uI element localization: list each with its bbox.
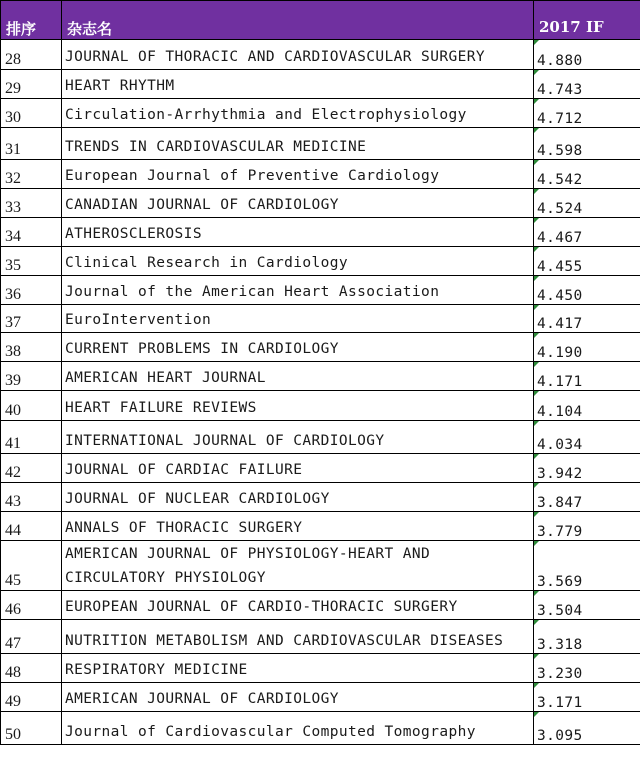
table-row [1, 541, 640, 591]
rank-cell: 33 [1, 189, 62, 218]
journal-name-cell: NUTRITION METABOLISM AND CARDIOVASCULAR DISEASES [62, 620, 534, 654]
journal-name-cell: AMERICAN HEART JOURNAL [62, 362, 534, 391]
impact-factor-cell: 3.847 [534, 483, 640, 512]
impact-factor-cell: 3.779 [534, 512, 640, 541]
journal-name-cell: JOURNAL OF NUCLEAR CARDIOLOGY [62, 483, 534, 512]
rank-cell: 39 [1, 362, 62, 391]
impact-factor-cell: 4.450 [534, 276, 640, 305]
impact-factor-cell: 4.524 [534, 189, 640, 218]
journal-name-cell: HEART RHYTHM [62, 70, 534, 99]
impact-factor-cell: 4.467 [534, 218, 640, 247]
table-row [1, 99, 640, 128]
impact-factor-cell: 3.171 [534, 683, 640, 712]
rank-cell: 47 [1, 620, 62, 654]
journal-name-cell: Clinical Research in Cardiology [62, 247, 534, 276]
table-row [1, 40, 640, 70]
impact-factor-cell: 4.190 [534, 333, 640, 362]
rank-cell: 45 [1, 541, 62, 591]
impact-factor-cell: 4.104 [534, 391, 640, 421]
impact-factor-cell: 4.542 [534, 160, 640, 189]
impact-factor-cell: 3.569 [534, 541, 640, 591]
rank-cell: 43 [1, 483, 62, 512]
table-row [1, 654, 640, 683]
impact-factor-cell: 4.455 [534, 247, 640, 276]
journal-name-cell: JOURNAL OF THORACIC AND CARDIOVASCULAR SURGERY [62, 40, 534, 70]
journal-name-cell: AMERICAN JOURNAL OF CARDIOLOGY [62, 683, 534, 712]
journal-name-cell: EUROPEAN JOURNAL OF CARDIO-THORACIC SURGERY [62, 591, 534, 620]
journal-name-cell: RESPIRATORY MEDICINE [62, 654, 534, 683]
journal-name-cell: CURRENT PROBLEMS IN CARDIOLOGY [62, 333, 534, 362]
rank-cell: 48 [1, 654, 62, 683]
journal-name-cell: CANADIAN JOURNAL OF CARDIOLOGY [62, 189, 534, 218]
rank-cell: 46 [1, 591, 62, 620]
impact-factor-cell: 4.743 [534, 70, 640, 99]
journal-name-cell: Journal of the American Heart Association [62, 276, 534, 305]
table-header [1, 1, 640, 40]
journal-name-cell: TRENDS IN CARDIOVASCULAR MEDICINE [62, 128, 534, 160]
journal-name-cell: ATHEROSCLEROSIS [62, 218, 534, 247]
table-row [1, 247, 640, 276]
journal-name-cell: ANNALS OF THORACIC SURGERY [62, 512, 534, 541]
rank-cell: 32 [1, 160, 62, 189]
impact-factor-cell: 4.598 [534, 128, 640, 160]
table-row [1, 421, 640, 454]
impact-factor-cell: 4.880 [534, 40, 640, 70]
journal-name-cell: Journal of Cardiovascular Computed Tomography [62, 712, 534, 745]
rank-cell: 50 [1, 712, 62, 745]
table-row [1, 620, 640, 654]
journal-name-cell: INTERNATIONAL JOURNAL OF CARDIOLOGY [62, 421, 534, 454]
table-row [1, 218, 640, 247]
table-row [1, 454, 640, 483]
journal-name-cell: EuroIntervention [62, 305, 534, 333]
rank-cell: 42 [1, 454, 62, 483]
impact-factor-cell: 3.318 [534, 620, 640, 654]
rank-cell: 41 [1, 421, 62, 454]
impact-factor-cell: 4.417 [534, 305, 640, 333]
rank-cell: 40 [1, 391, 62, 421]
impact-factor-cell: 4.034 [534, 421, 640, 454]
rank-cell: 36 [1, 276, 62, 305]
rank-cell: 49 [1, 683, 62, 712]
table-row [1, 333, 640, 362]
table-row [1, 591, 640, 620]
rank-column-header: 排序 [1, 1, 62, 40]
journal-name-cell: European Journal of Preventive Cardiology [62, 160, 534, 189]
journal-name-cell: Circulation-Arrhythmia and Electrophysiology [62, 99, 534, 128]
table-row [1, 160, 640, 189]
table-row [1, 362, 640, 391]
rank-cell: 38 [1, 333, 62, 362]
impact-factor-cell: 3.942 [534, 454, 640, 483]
rank-cell: 28 [1, 40, 62, 70]
impact-factor-cell: 4.171 [534, 362, 640, 391]
rank-cell: 30 [1, 99, 62, 128]
rank-cell: 34 [1, 218, 62, 247]
rank-cell: 31 [1, 128, 62, 160]
impact-factor-cell: 3.230 [534, 654, 640, 683]
table-row [1, 305, 640, 333]
rank-cell: 44 [1, 512, 62, 541]
table-row [1, 189, 640, 218]
journal-name-cell: HEART FAILURE REVIEWS [62, 391, 534, 421]
impact-factor-cell: 4.712 [534, 99, 640, 128]
table-row [1, 391, 640, 421]
rank-cell: 29 [1, 70, 62, 99]
table-row [1, 683, 640, 712]
table-row [1, 276, 640, 305]
journal-name-cell: AMERICAN JOURNAL OF PHYSIOLOGY-HEART AND CIRCULATORY PHYSIOLOGY [62, 541, 534, 591]
impact-factor-column-header: 2017 IF [534, 1, 640, 40]
table-row [1, 483, 640, 512]
table-row [1, 70, 640, 99]
header-row [1, 1, 640, 40]
table-row [1, 512, 640, 541]
rank-cell: 35 [1, 247, 62, 276]
impact-factor-cell: 3.504 [534, 591, 640, 620]
table-row [1, 712, 640, 745]
table-row [1, 128, 640, 160]
rank-cell: 37 [1, 305, 62, 333]
journal-column-header: 杂志名 [62, 1, 534, 40]
impact-factor-cell: 3.095 [534, 712, 640, 745]
journal-name-cell: JOURNAL OF CARDIAC FAILURE [62, 454, 534, 483]
table-body [1, 40, 640, 745]
